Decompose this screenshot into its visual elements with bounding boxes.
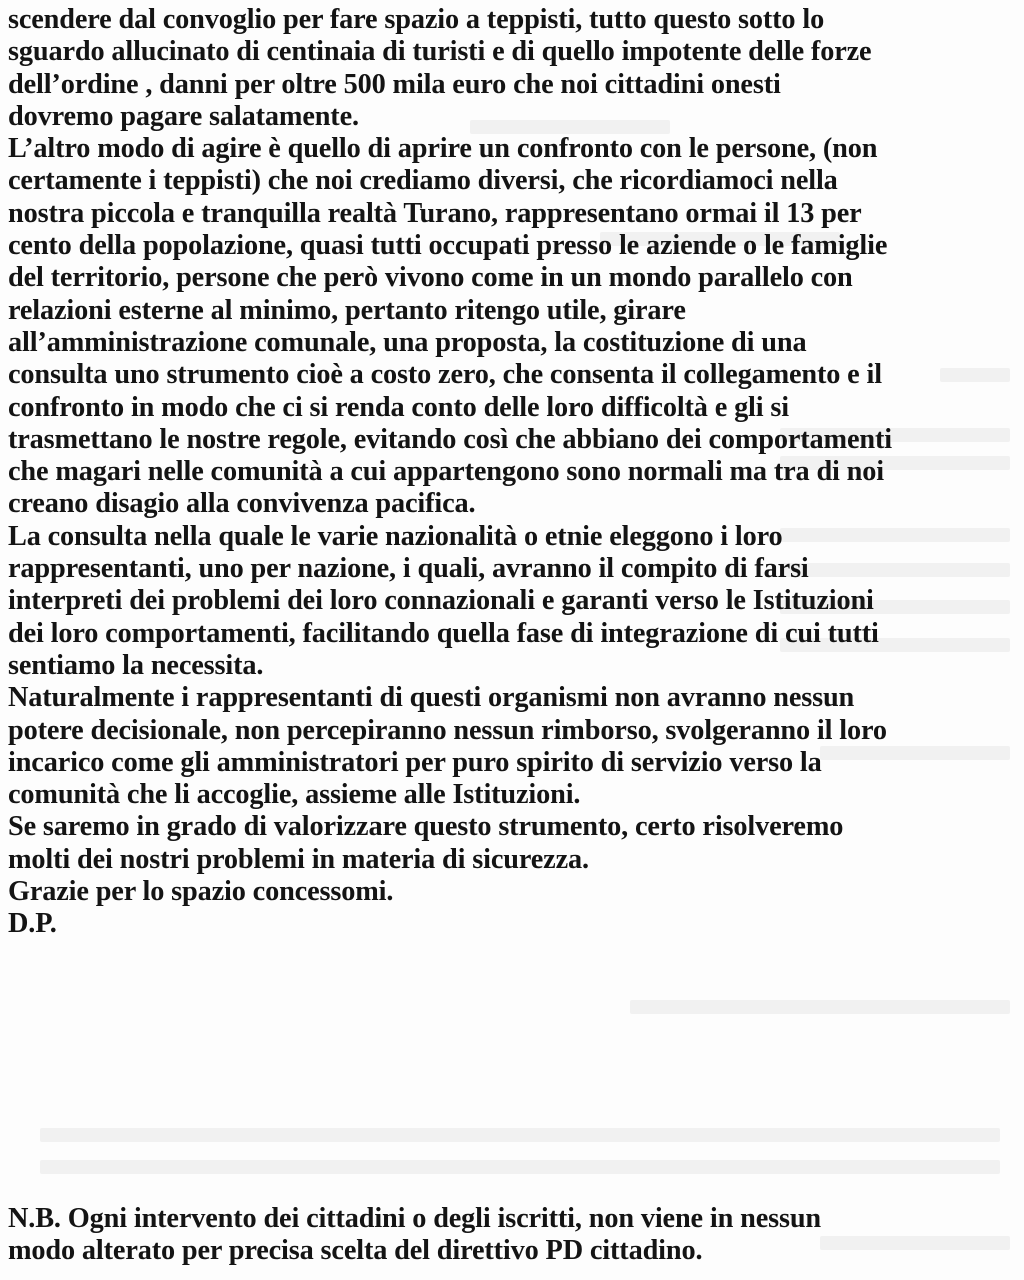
text-line: dovremo pagare salatamente. <box>8 100 359 132</box>
text-line: dei loro comportamenti, facilitando quella fase di integrazione di cui tutti <box>8 617 879 649</box>
text-line: molti dei nostri problemi in materia di sicurezza. <box>8 843 589 875</box>
text-line: dell’ordine , danni per oltre 500 mila euro che noi cittadini onesti <box>8 68 781 100</box>
text-line: incarico come gli amministratori per puro spirito di servizio verso la <box>8 746 822 778</box>
editorial-note <box>8 1203 1018 1268</box>
text-line: certamente i teppisti) che noi crediamo diversi, che ricordiamoci nella <box>8 165 838 197</box>
text-line: scendere dal convoglio per fare spazio a teppisti, tutto questo sotto lo <box>8 4 825 35</box>
text-line: Naturalmente i rappresentanti di questi organismi non avranno nessun <box>8 682 855 714</box>
article-body <box>8 4 1018 941</box>
text-line: nostra piccola e tranquilla realtà Turano, rappresentano ormai il 13 per <box>8 197 862 229</box>
note-line: modo alterato per precisa scelta del direttivo PD cittadino. <box>8 1235 703 1267</box>
text-line: creano disagio alla convivenza pacifica. <box>8 488 476 520</box>
text-line: Grazie per lo spazio concessomi. <box>8 876 394 908</box>
text-line: sentiamo la necessita. <box>8 649 264 681</box>
text-line: Se saremo in grado di valorizzare questo strumento, certo risolveremo <box>8 811 844 843</box>
text-line: che magari nelle comunità a cui appartengono sono normali ma tra di noi <box>8 456 884 488</box>
text-line: L’altro modo di agire è quello di aprire un confronto con le persone, (non <box>8 133 878 165</box>
text-line: del territorio, persone che però vivono come in un mondo parallelo con <box>8 262 853 294</box>
text-line: all’amministrazione comunale, una proposta, la costituzione di una <box>8 326 807 358</box>
text-line: cento della popolazione, quasi tutti occupati presso le aziende o le famiglie <box>8 230 888 262</box>
text-line: interpreti dei problemi dei loro connazionali e garanti verso le Istituzioni <box>8 585 874 617</box>
text-line: sguardo allucinato di centinaia di turisti e di quello impotente delle forze <box>8 36 872 68</box>
text-line: La consulta nella quale le varie nazionalità o etnie eleggono i loro <box>8 520 783 552</box>
signature-initials: D.P. <box>8 908 57 940</box>
note-line: N.B. Ogni intervento dei cittadini o degli iscritti, non viene in nessun <box>8 1203 822 1234</box>
text-line: potere decisionale, non percepiranno nessun rimborso, svolgeranno il loro <box>8 714 887 746</box>
text-line: trasmettano le nostre regole, evitando così che abbiano dei comportamenti <box>8 423 892 455</box>
text-line: confronto in modo che ci si renda conto delle loro difficoltà e gli si <box>8 391 789 423</box>
text-line: relazioni esterne al minimo, pertanto ritengo utile, girare <box>8 294 686 326</box>
text-line: consulta uno strumento cioè a costo zero, che consenta il collegamento e il <box>8 359 882 391</box>
text-line: comunità che li accoglie, assieme alle Istituzioni. <box>8 779 581 811</box>
text-line: rappresentanti, uno per nazione, i quali, avranno il compito di farsi <box>8 553 809 585</box>
